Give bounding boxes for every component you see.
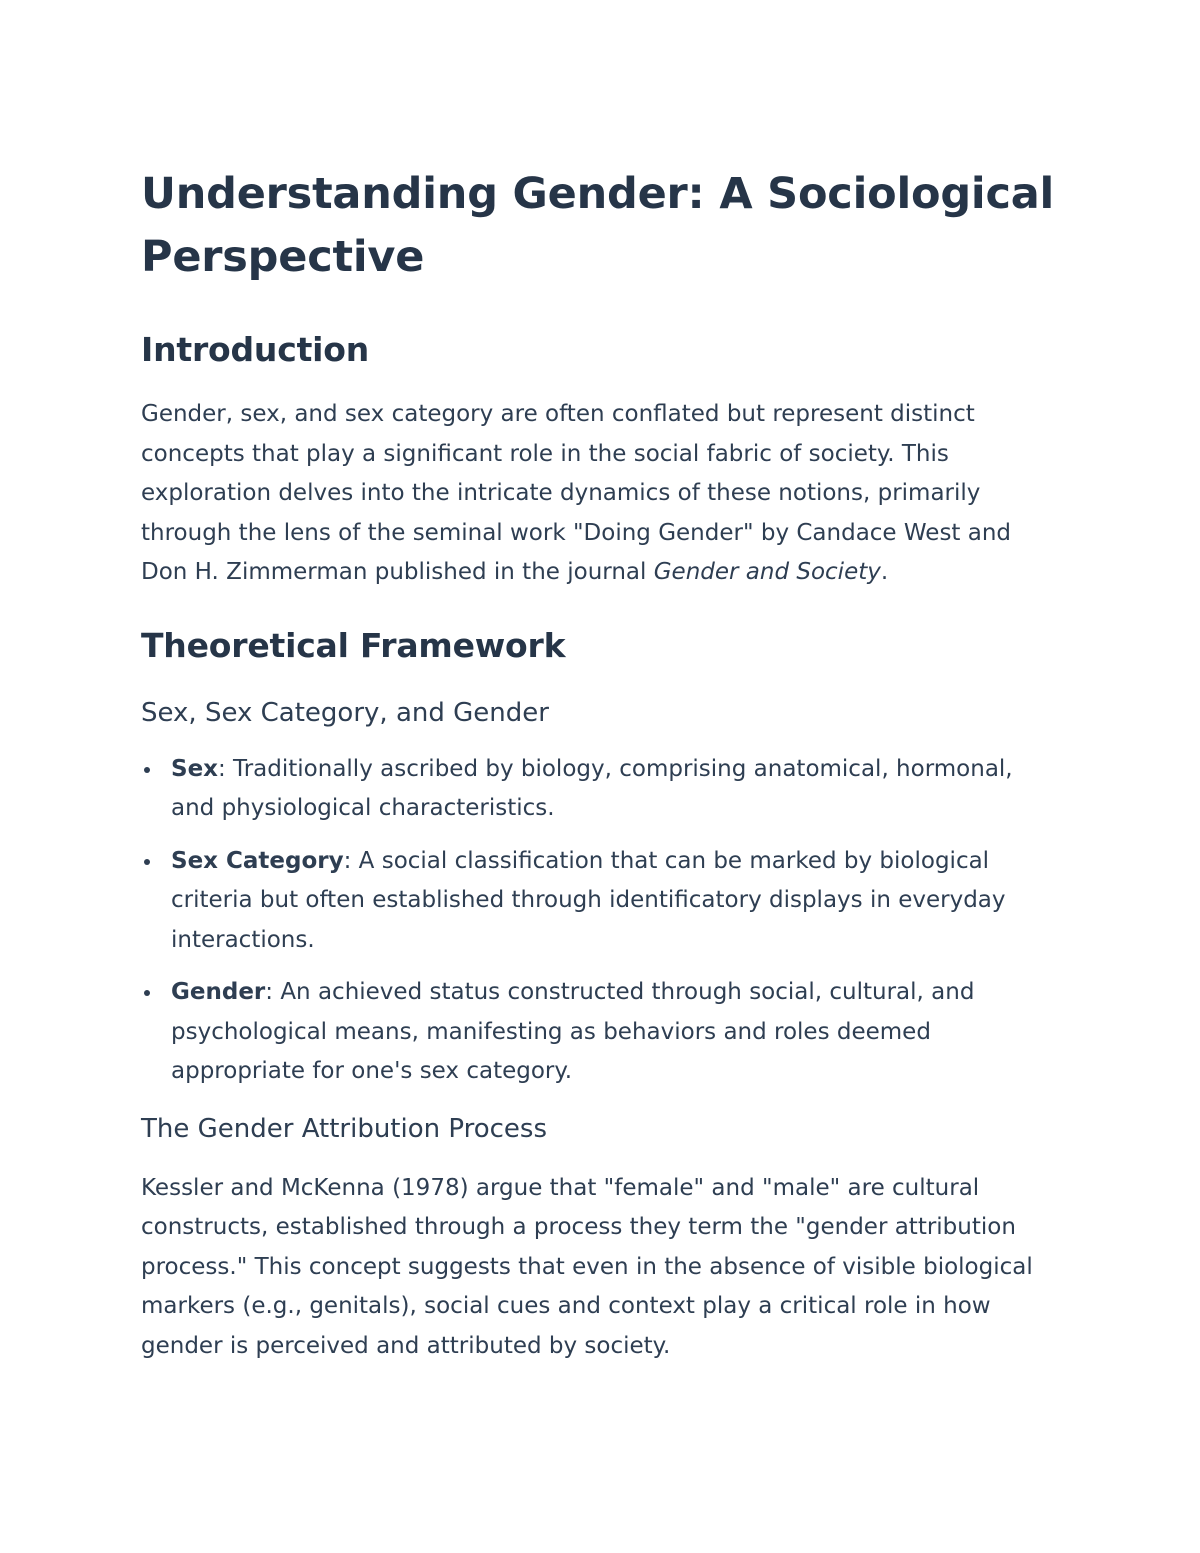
introduction-paragraph <box>141 395 1060 593</box>
attribution-paragraph: Kessler and McKenna (1978) argue that "female" and "male" are cultural constructs, established through a process they term the "gender attribution process." This concept suggests that even in the absence of visible biological markers (e.g., genitals), social cues and context play a critical role in how gender is perceived and attributed by society. <box>141 1174 1033 1359</box>
definition-term: Sex <box>171 755 218 782</box>
definition-text: : A social classification that can be marked by biological criteria but often established through identificatory displays in everyday interactions. <box>171 847 1006 953</box>
bullet-icon <box>144 859 150 865</box>
introduction-heading: Introduction <box>141 330 370 369</box>
list-item <box>141 973 1060 1092</box>
introduction-text: Gender, sex, and sex category are often conflated but represent distinct concepts that play a significant role in the social fabric of society. This exploration delves into the intricate dynamics of these notions, primarily through the lens of the seminal work "Doing Gender" by Candace West and Don H. Zimmerman published in the journal <box>141 401 1012 585</box>
list-item <box>141 750 1060 829</box>
definition-term: Gender <box>171 979 266 1005</box>
bullet-icon <box>144 990 150 996</box>
document-title: Understanding Gender: A Sociological Perspective <box>141 169 1055 282</box>
theoretical-framework-heading: Theoretical Framework <box>141 625 566 665</box>
definition-term: Sex Category <box>171 847 344 874</box>
journal-title: Gender and Society <box>653 559 881 585</box>
definition-text: : Traditionally ascribed by biology, comprising anatomical, hormonal, and physiological characteristics. <box>171 755 1013 821</box>
definition-text: : An achieved status constructed through social, cultural, and psychological means, manifesting as behaviors and roles deemed appropriate for one's sex category. <box>171 979 975 1084</box>
definitions-list <box>141 750 1060 1092</box>
list-item <box>141 842 1060 961</box>
introduction-text-end: . <box>880 559 889 585</box>
bullet-icon <box>144 767 150 773</box>
attribution-subheading: The Gender Attribution Process <box>141 1113 548 1144</box>
definitions-subheading: Sex, Sex Category, and Gender <box>141 697 549 728</box>
